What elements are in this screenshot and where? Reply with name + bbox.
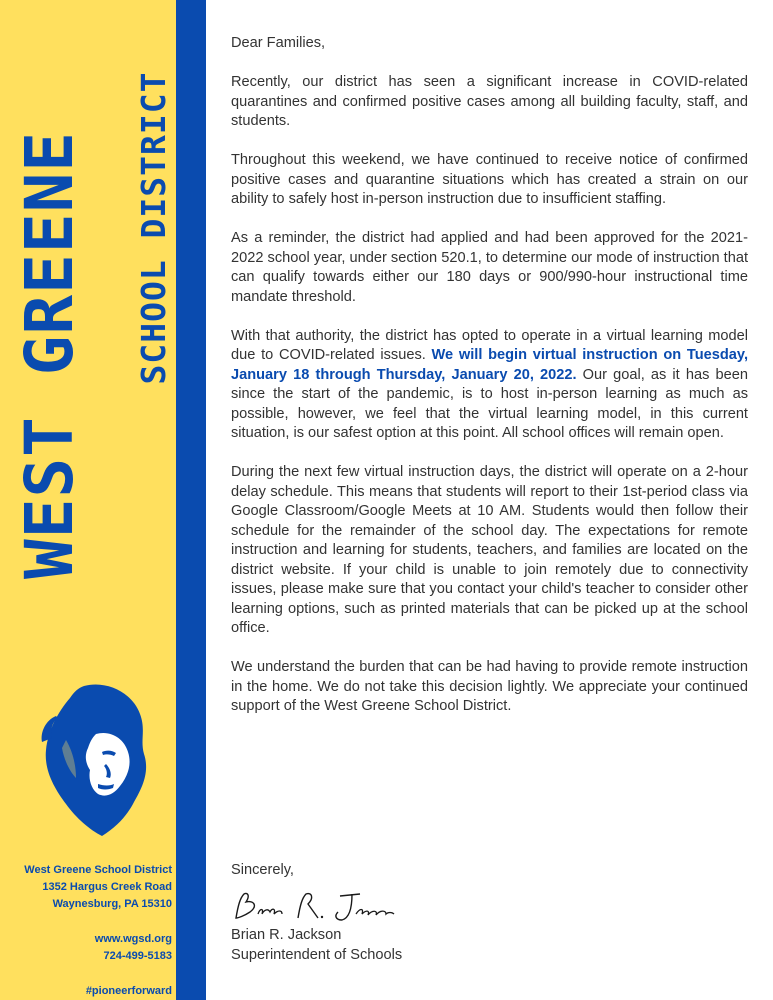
signer-title: Superintendent of Schools — [231, 947, 403, 963]
contact-hashtag: #pioneerforward — [85, 985, 172, 997]
paragraph-1: Recently, our district has seen a significant increase in COVID-related quarantines and confirmed positive cases among all building faculty, staff, and students. — [231, 74, 748, 129]
paragraph-4 — [231, 327, 748, 444]
virtual-instruction-dates: We will begin virtual instruction on Tuesday, January 18 through Thursday, January 20, 2022. — [231, 347, 748, 383]
paragraph-6: We understand the burden that can be had having to provide remote instruction in the home. We do not take this decision lightly. We appreciate your continued support of the West Greene School District. — [231, 659, 748, 714]
paragraph-4-start: With that authority, the district has opted to operate in a virtual learning model due to COVID-related issues. — [231, 327, 748, 363]
paragraph-3: As a reminder, the district had applied and had been approved for the 2021-2022 school year, under section 520.1, to determine our mode of instruction that can qualify towards either our 180 days or 900/990-hour instructional time mandate threshold. — [231, 230, 748, 305]
signer-name: Brian R. Jackson — [231, 927, 342, 943]
paragraph-5: During the next few virtual instruction days, the district will operate on a 2-hour delay schedule. This means that students will report to their 1st-period class via Google Classroom/Google Meets at 10 AM. Students would then follow their schedule for the remainder of the school day. The expectations for remote instruction and learning for students, teachers, and families are located on the district website. If your child is unable to join remotely due to connectivity issues, please make sure that you contact your child's teacher to consider other learning options, such as printed materials that can be picked up at the school office. — [231, 464, 748, 636]
contact-name: West Greene School District — [24, 864, 172, 876]
contact-street: 1352 Hargus Creek Road — [42, 881, 172, 893]
contact-city: Waynesburg, PA 15310 — [52, 898, 172, 910]
closing: Sincerely, — [231, 862, 294, 878]
contact-website[interactable]: www.wgsd.org — [94, 933, 172, 945]
district-subtitle: SCHOOL DISTRICT — [134, 71, 173, 385]
paragraph-4-end: Our goal, as it has been since the start of the pandemic, is to host in-person learning as much as possible, however, we feel that the virtual learning model, in this current situation, is our safest option at this point. All school offices will remain open. — [231, 366, 748, 441]
paragraph-2: Throughout this weekend, we have continued to receive notice of confirmed positive cases and quarantine situations which has created a strain on our ability to safely host in-person instruction due to insufficient staffing. — [231, 152, 748, 207]
sidebar-blue-stripe — [176, 0, 206, 1000]
contact-block — [6, 862, 172, 1000]
district-title: WEST GREENE — [11, 130, 88, 580]
greeting: Dear Families, — [231, 35, 326, 51]
letter-body — [231, 34, 748, 736]
contact-phone: 724-499-5183 — [103, 950, 172, 962]
handwritten-signature — [228, 888, 408, 928]
pioneer-mascot-icon — [36, 680, 156, 840]
